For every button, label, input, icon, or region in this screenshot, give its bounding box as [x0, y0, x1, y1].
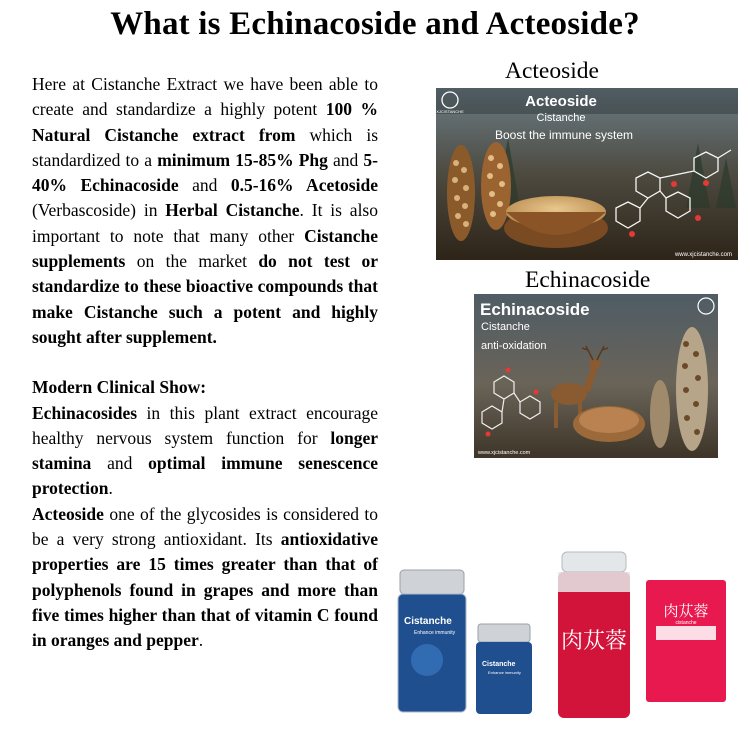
svg-text:肉苁蓉: 肉苁蓉 — [560, 629, 628, 654]
red-can — [558, 552, 630, 718]
svg-text:XJCISTANCHE: XJCISTANCHE — [436, 109, 464, 114]
acteoside-image — [436, 88, 738, 260]
intro-segment: Here at Cistanche Extract we have been able to create and standardize a highly potent — [32, 74, 378, 120]
para_echinacoside-segment: in this plant extract encourage healthy nervous system function for — [32, 402, 378, 448]
acteoside-paragraph — [32, 502, 378, 654]
acteoside-url: www.xjcistanche.com — [674, 252, 732, 258]
products-image — [392, 550, 732, 722]
echinacoside-paragraph — [32, 401, 378, 502]
echinacoside-overlay-claim: anti-oxidation — [481, 340, 547, 352]
page-title: What is Echinacoside and Acteoside? — [110, 6, 640, 42]
intro-segment: do not test or standardize to these bioactive compounds that make Cistanche such a potent and highly sought after supplement. — [32, 251, 378, 347]
svg-text:cistanche: cistanche — [675, 620, 697, 626]
echinacoside-label: Echinacoside — [525, 267, 651, 293]
intro-segment: Herbal Cistanche — [165, 200, 300, 221]
svg-text:Enhance immunity: Enhance immunity — [414, 630, 456, 636]
para_acteoside-segment: antioxidative properties are 15 times greater than that of polyphenols found in grapes and more than five times higher than that of vitamin C found in oranges and pepper — [32, 529, 378, 651]
acteoside-overlay-claim: Boost the immune system — [494, 128, 634, 142]
intro-segment: 5-40% Echinacoside — [32, 149, 378, 196]
echinacoside-overlay-sub: Cistanche — [481, 321, 530, 333]
intro-segment: . It is also important to note that many other — [32, 200, 378, 246]
intro-segment: and — [178, 175, 231, 196]
echinacoside-image — [474, 294, 718, 458]
small-jar — [476, 624, 532, 714]
para_echinacoside-segment: and — [91, 453, 149, 474]
para_acteoside-segment: . — [198, 630, 204, 651]
intro-segment: Cistanche supplements — [32, 225, 378, 272]
intro-segment: minimum 15-85% Phg — [157, 149, 328, 170]
clinical-heading: Modern Clinical Show: — [32, 377, 207, 398]
svg-text:Cistanche: Cistanche — [482, 661, 516, 668]
intro-segment: which is standardized to a — [32, 124, 378, 170]
svg-text:肉苁蓉: 肉苁蓉 — [663, 602, 709, 620]
intro-paragraph — [32, 72, 378, 350]
para_echinacoside-segment: . — [108, 478, 113, 499]
echinacoside-overlay-title: Echinacoside — [480, 300, 590, 319]
intro-segment: and — [327, 149, 364, 170]
para_acteoside-segment: Acteoside — [32, 503, 104, 524]
intro-segment: 100 % Natural Cistanche extract from — [32, 99, 379, 145]
intro-segment: 0.5-16% Acetoside — [230, 175, 378, 196]
intro-segment: on the market — [125, 251, 259, 272]
svg-text:Enhance immunity: Enhance immunity — [488, 670, 521, 675]
intro-segment: (Verbascoside) in — [32, 200, 166, 221]
large-jar — [398, 570, 466, 712]
para_acteoside-segment: one of the glycosides is considered to be a very strong antioxidant. Its — [32, 503, 378, 550]
echinacoside-url: www.xjcistanche.com — [478, 450, 531, 456]
acteoside-overlay-sub: Cistanche — [536, 112, 586, 124]
pink-bag — [646, 580, 726, 702]
svg-text:Cistanche: Cistanche — [404, 616, 452, 627]
para_echinacoside-segment: longer stamina — [32, 427, 378, 474]
acteoside-overlay-title: Acteoside — [525, 93, 597, 110]
para_echinacoside-segment: optimal immune senescence protection — [32, 453, 378, 499]
article-text — [32, 72, 378, 654]
para_echinacoside-segment: Echinacosides — [32, 402, 138, 423]
acteoside-label: Acteoside — [505, 58, 599, 84]
